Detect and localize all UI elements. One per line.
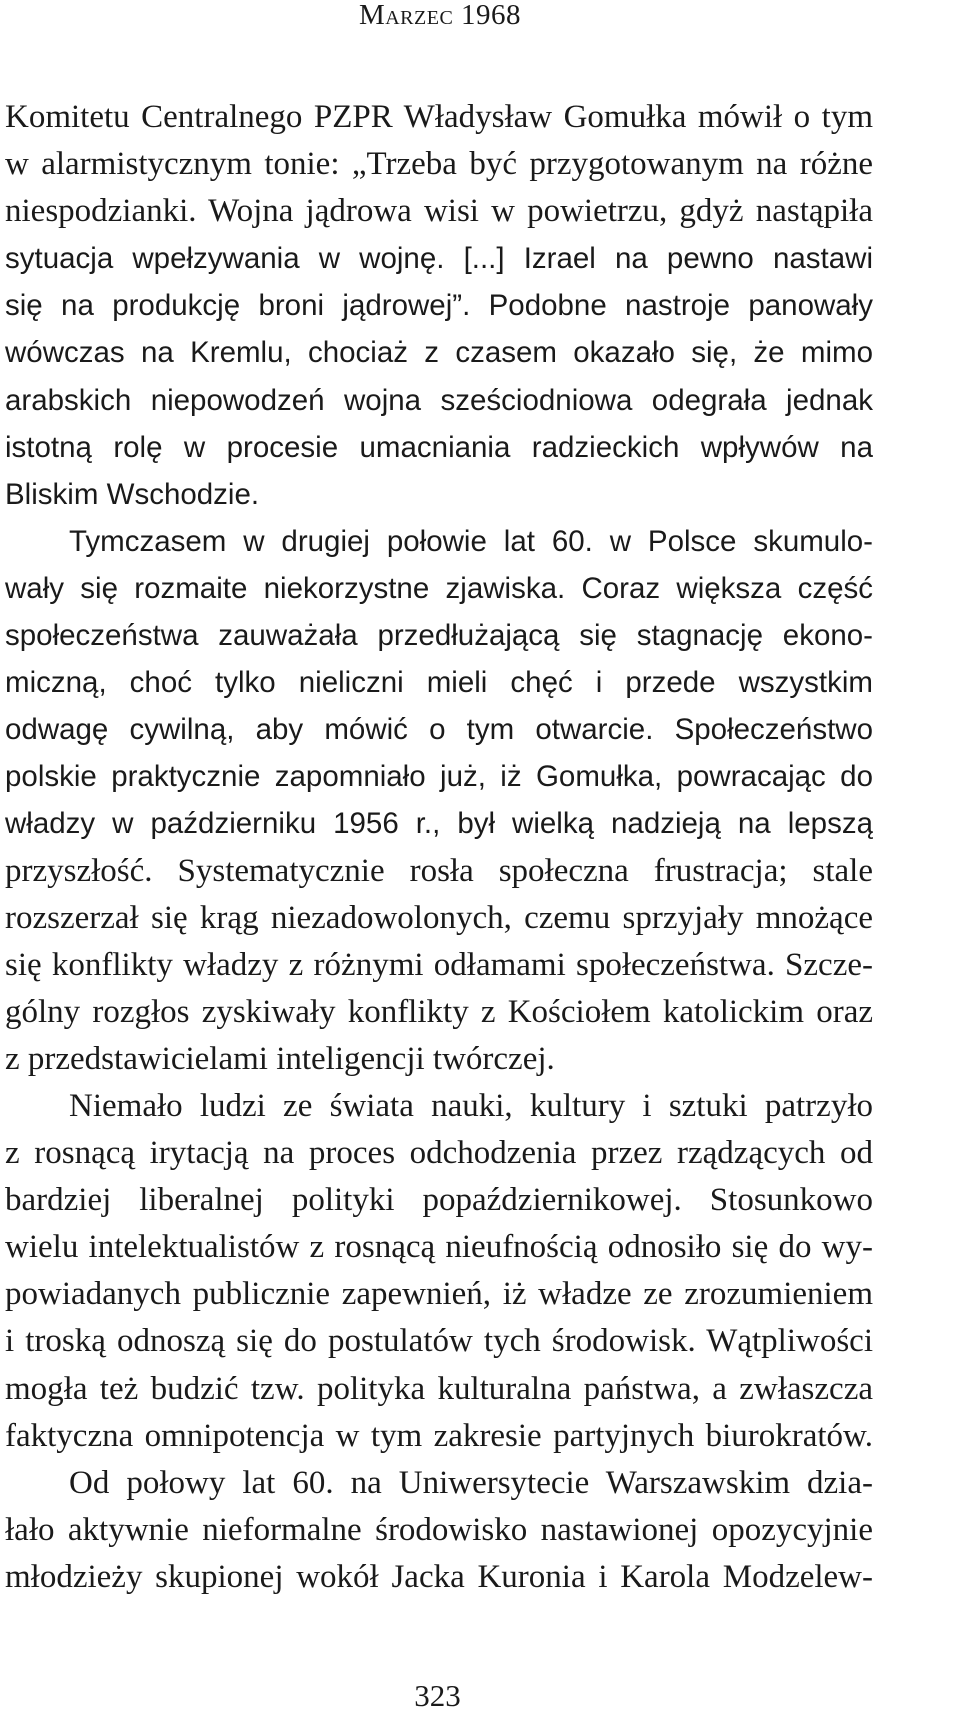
text-line: wały się rozmaite niekorzystne zjawiska. Coraz większa część <box>5 571 873 605</box>
text-line: miczną, choć tylko nieliczni mieli chęć i przede wszystkim <box>5 666 873 700</box>
text-line: i troską odnoszą się do postulatów tych środowisk. Wątpliwości <box>5 1323 873 1360</box>
text-line: Komitetu Centralnego PZPR Władysław Gomułka mówił o tym <box>5 99 873 135</box>
text-line: Bliskim Wschodzie. <box>5 477 260 511</box>
text-line: Od połowy lat 60. na Uniwersytecie Warszawskim dzia- <box>69 1464 873 1501</box>
text-line: sytuacja wpełzywania w wojnę. [...] Izrael na pewno nastawi <box>5 242 873 276</box>
text-line: arabskich niepowodzeń wojna sześciodniowa odegrała jednak <box>5 383 873 417</box>
text-line: władzy w październiku 1956 r., był wielką nadzieją na lepszą <box>5 807 873 841</box>
body-text <box>5 94 873 1601</box>
text-line: powiadanych publicznie zapewnień, iż władze ze zrozumieniem <box>5 1276 873 1313</box>
text-line: rozszerzał się krąg niezadowolonych, czemu sprzyjały mnożące <box>5 899 873 936</box>
text-line: łało aktywnie nieformalne środowisko nastawionej opozycyjnie <box>5 1511 873 1548</box>
text-line: bardziej liberalnej polityki popaździernikowej. Stosunkowo <box>5 1182 873 1219</box>
text-line: wówczas na Kremlu, chociaż z czasem okazało się, że mimo <box>5 336 873 370</box>
running-head: Marzec 1968 <box>358 0 522 31</box>
text-line: w alarmistycznym tonie: „Trzeba być przygotowanym na różne <box>5 146 873 183</box>
text-line: z przedstawicielami inteligencji twórczej. <box>5 1040 555 1077</box>
text-line: istotną rolę w procesie umacniania radzieckich wpływów na <box>5 430 873 464</box>
text-line: Tymczasem w drugiej połowie lat 60. w Polsce skumulo- <box>69 524 873 558</box>
text-line: niespodzianki. Wojna jądrowa wisi w powietrzu, gdyż nastąpiła <box>5 193 873 230</box>
text-line: społeczeństwa zauważała przedłużającą się stagnację ekono- <box>5 619 873 653</box>
text-line: się konflikty władzy z różnymi odłamami społeczeństwa. Szcze- <box>5 946 873 983</box>
text-line: Niemało ludzi ze świata nauki, kultury i sztuki patrzyło <box>69 1087 873 1124</box>
text-line: gólny rozgłos zyskiwały konflikty z Kościołem katolickim oraz <box>5 993 873 1030</box>
text-line: młodzieży skupionej wokół Jacka Kuronia i Karola Modzelew- <box>5 1558 873 1595</box>
text-line: się na produkcję broni jądrowej”. Podobne nastroje panowały <box>5 289 873 323</box>
text-line: mogła też budzić tzw. polityka kulturalna państwa, a zwłaszcza <box>5 1370 873 1407</box>
text-line: polskie praktycznie zapomniało już, iż Gomułka, powracając do <box>5 760 873 794</box>
text-line: z rosnącą irytacją na proces odchodzenia przez rządzących od <box>5 1135 873 1172</box>
text-line: faktyczna omnipotencja w tym zakresie partyjnych biurokratów. <box>5 1417 873 1454</box>
page-number: 323 <box>414 1678 461 1713</box>
text-line: wielu intelektualistów z rosnącą nieufnością odnosiło się do wy- <box>5 1229 873 1266</box>
text-line: przyszłość. Systematycznie rosła społeczna frustracja; stale <box>5 852 873 889</box>
text-line: odwagę cywilną, aby mówić o tym otwarcie. Społeczeństwo <box>5 713 873 747</box>
